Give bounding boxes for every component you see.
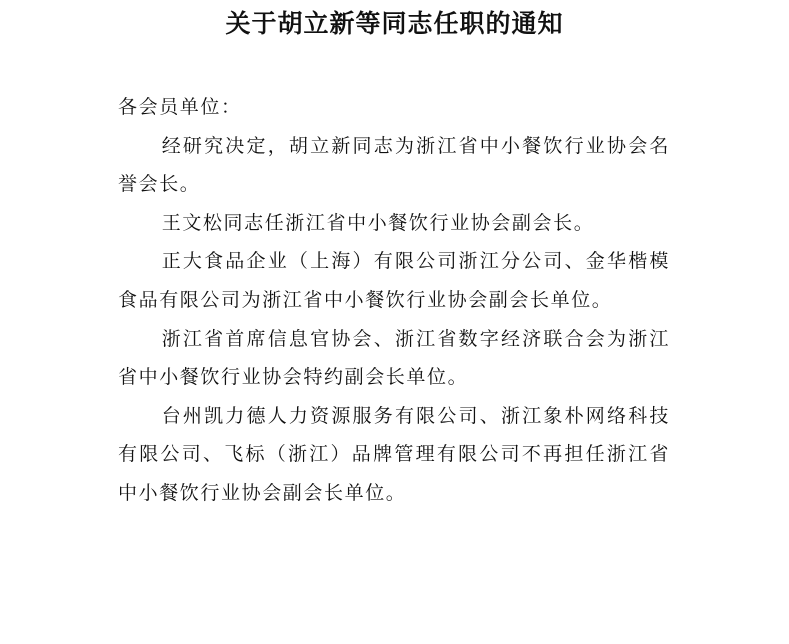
document-body <box>118 88 670 513</box>
paragraph-honorary-president: 经研究决定，胡立新同志为浙江省中小餐饮行业协会名誉会长。 <box>118 134 670 196</box>
paragraph-vice-president: 王文松同志任浙江省中小餐饮行业协会副会长。 <box>161 211 595 234</box>
paragraph-special-vice-president-units: 浙江省首席信息官协会、浙江省数字经济联合会为浙江省中小餐饮行业协会特约副会长单位。 <box>118 327 670 389</box>
document-title: 关于胡立新等同志任职的通知 <box>225 9 564 38</box>
paragraph-removed-units: 台州凯力德人力资源服务有限公司、浙江象朴网络科技有限公司、飞标（浙江）品牌管理有限公司不再担任浙江省中小餐饮行业协会副会长单位。 <box>118 404 670 504</box>
paragraph-vice-president-units: 正大食品企业（上海）有限公司浙江分公司、金华楷模食品有限公司为浙江省中小餐饮行业协会副会长单位。 <box>118 250 670 311</box>
salutation: 各会员单位： <box>118 96 242 118</box>
